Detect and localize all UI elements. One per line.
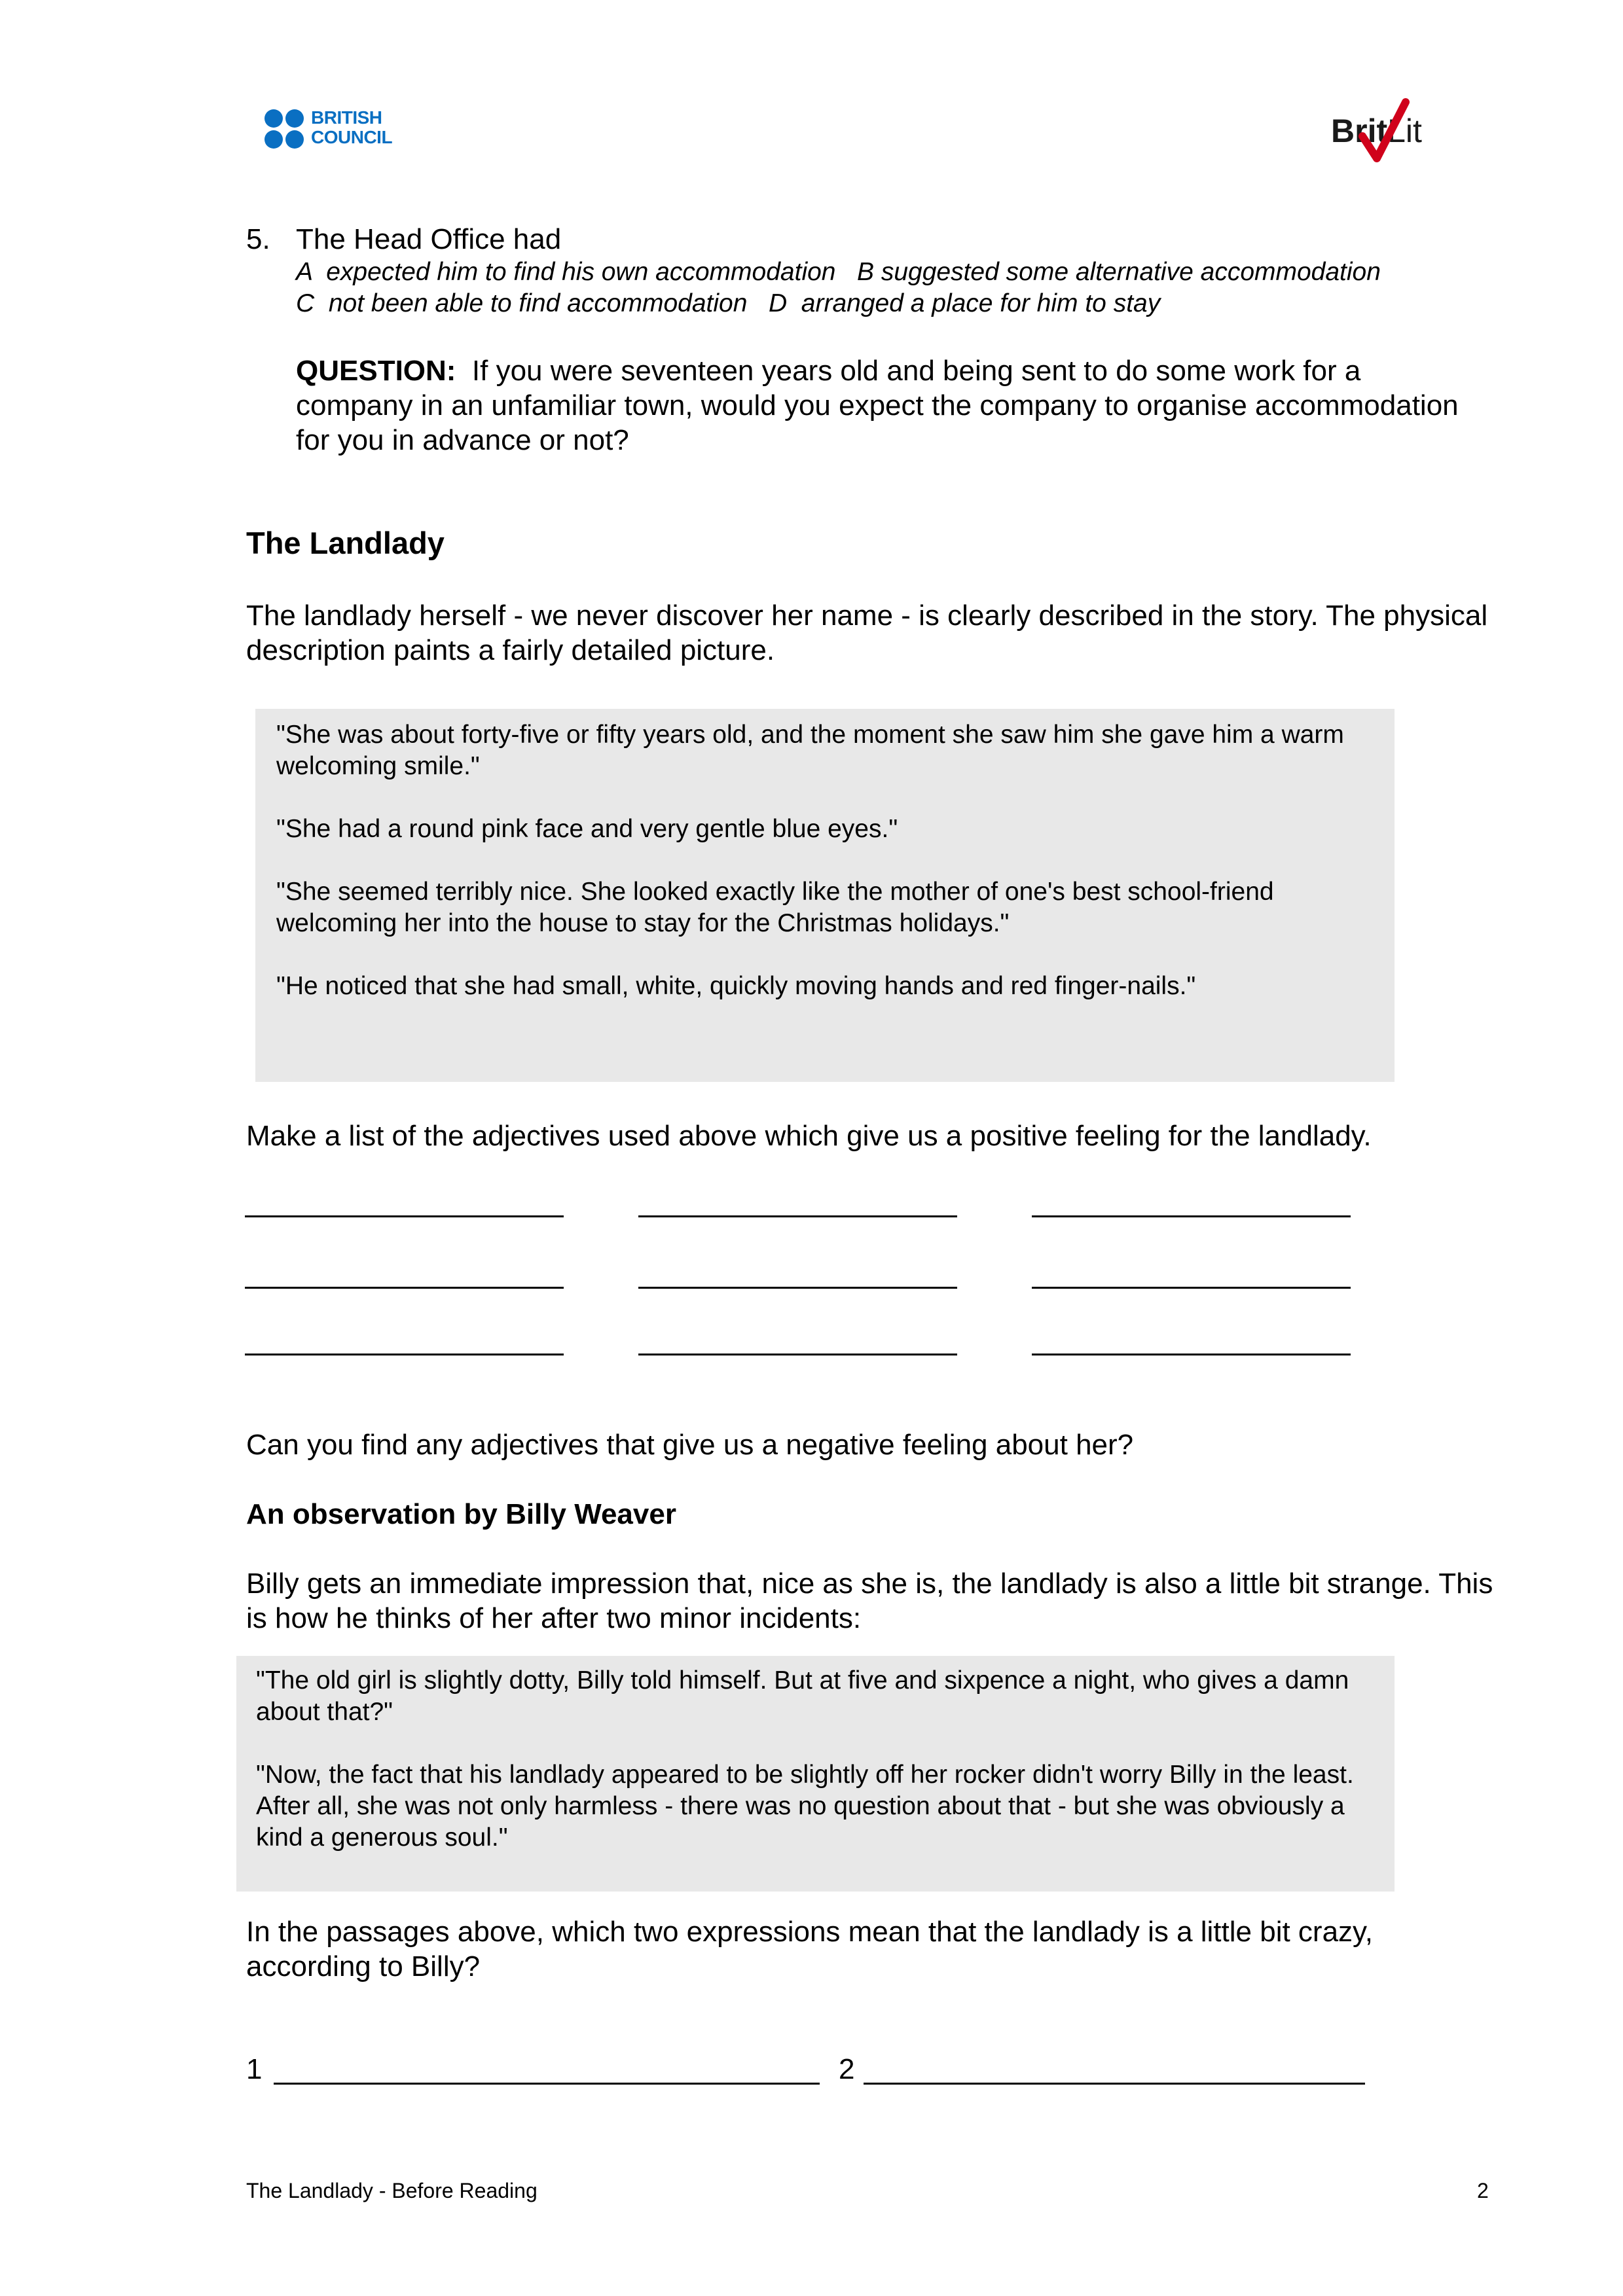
section-intro: The landlady herself - we never discover her name - is clearly described in the story. The physical description paints a fairly detailed picture.	[246, 600, 1488, 666]
answer-line-1[interactable]	[274, 2083, 820, 2085]
observation-heading: An observation by Billy Weaver	[246, 1498, 676, 1530]
quote-box-billy	[236, 1656, 1395, 1892]
quote-paragraph: "He noticed that she had small, white, quickly moving hands and red finger-nails."	[276, 972, 1196, 1000]
discussion-question	[296, 353, 1474, 457]
quote-paragraph: "She had a round pink face and very gentle blue eyes."	[276, 815, 898, 843]
question-stem: The Head Office had	[296, 223, 562, 255]
british-council-wordmark: BRITISH COUNCIL	[311, 107, 393, 147]
british-council-logo	[264, 107, 414, 152]
answer-label-2: 2	[839, 2053, 855, 2085]
answer-blank[interactable]	[1032, 1215, 1351, 1217]
answer-label-1: 1	[246, 2053, 263, 2085]
task-crazy: In the passages above, which two expressions mean that the landlady is a little bit crazy, according to Billy?	[246, 1916, 1374, 1982]
answer-blank[interactable]	[1032, 1354, 1351, 1355]
section-title: The Landlady	[246, 526, 445, 560]
quote-paragraph: "Now, the fact that his landlady appeared to be slightly off her rocker didn't worry Billy in the least. After all, she was not only harmless - there was no question about that - but she was obviously a kind a generous soul."	[256, 1761, 1354, 1852]
britlit-wordmark: BritLit	[1331, 113, 1422, 149]
answer-blank[interactable]	[245, 1354, 564, 1355]
discussion-label: QUESTION:	[296, 355, 456, 387]
answer-blank[interactable]	[245, 1215, 564, 1217]
quote-paragraph: "She seemed terribly nice. She looked exactly like the mother of one's best school-friend welcoming her into the house to stay for the Christmas holidays."	[276, 878, 1274, 937]
quote-box-description	[255, 709, 1395, 1082]
answer-blank[interactable]	[638, 1354, 957, 1355]
question-options-line-2: C not been able to find accommodation D arranged a place for him to stay	[296, 289, 1161, 317]
britlit-logo	[1331, 98, 1468, 164]
question-options-line-1: A expected him to find his own accommodation B suggested some alternative accommodation	[296, 258, 1381, 286]
answer-blank[interactable]	[638, 1287, 957, 1289]
quote-paragraph: "The old girl is slightly dotty, Billy told himself. But at five and sixpence a night, who gives a damn about that?"	[256, 1666, 1349, 1726]
checkmark-icon	[1357, 98, 1410, 164]
question-number: 5.	[246, 223, 270, 255]
answer-line-2[interactable]	[864, 2083, 1365, 2085]
task-adjectives: Make a list of the adjectives used above which give us a positive feeling for the landlady.	[246, 1120, 1372, 1152]
answer-blank[interactable]	[245, 1287, 564, 1289]
discussion-text: If you were seventeen years old and being sent to do some work for a company in an unfamiliar town, would you expect the company to organise accommodation for you in advance or not?	[296, 355, 1459, 456]
answer-blank[interactable]	[638, 1215, 957, 1217]
task-negative: Can you find any adjectives that give us a negative feeling about her?	[246, 1429, 1134, 1461]
quote-paragraph: "She was about forty-five or fifty years old, and the moment she saw him she gave him a warm welcoming smile."	[276, 721, 1344, 780]
british-council-dots-icon	[264, 109, 304, 149]
footer-title: The Landlady - Before Reading	[246, 2179, 538, 2202]
answer-blank[interactable]	[1032, 1287, 1351, 1289]
observation-intro: Billy gets an immediate impression that, nice as she is, the landlady is also a little bit strange. This is how he thinks of her after two minor incidents:	[246, 1568, 1493, 1634]
page-number: 2	[1477, 2179, 1489, 2202]
